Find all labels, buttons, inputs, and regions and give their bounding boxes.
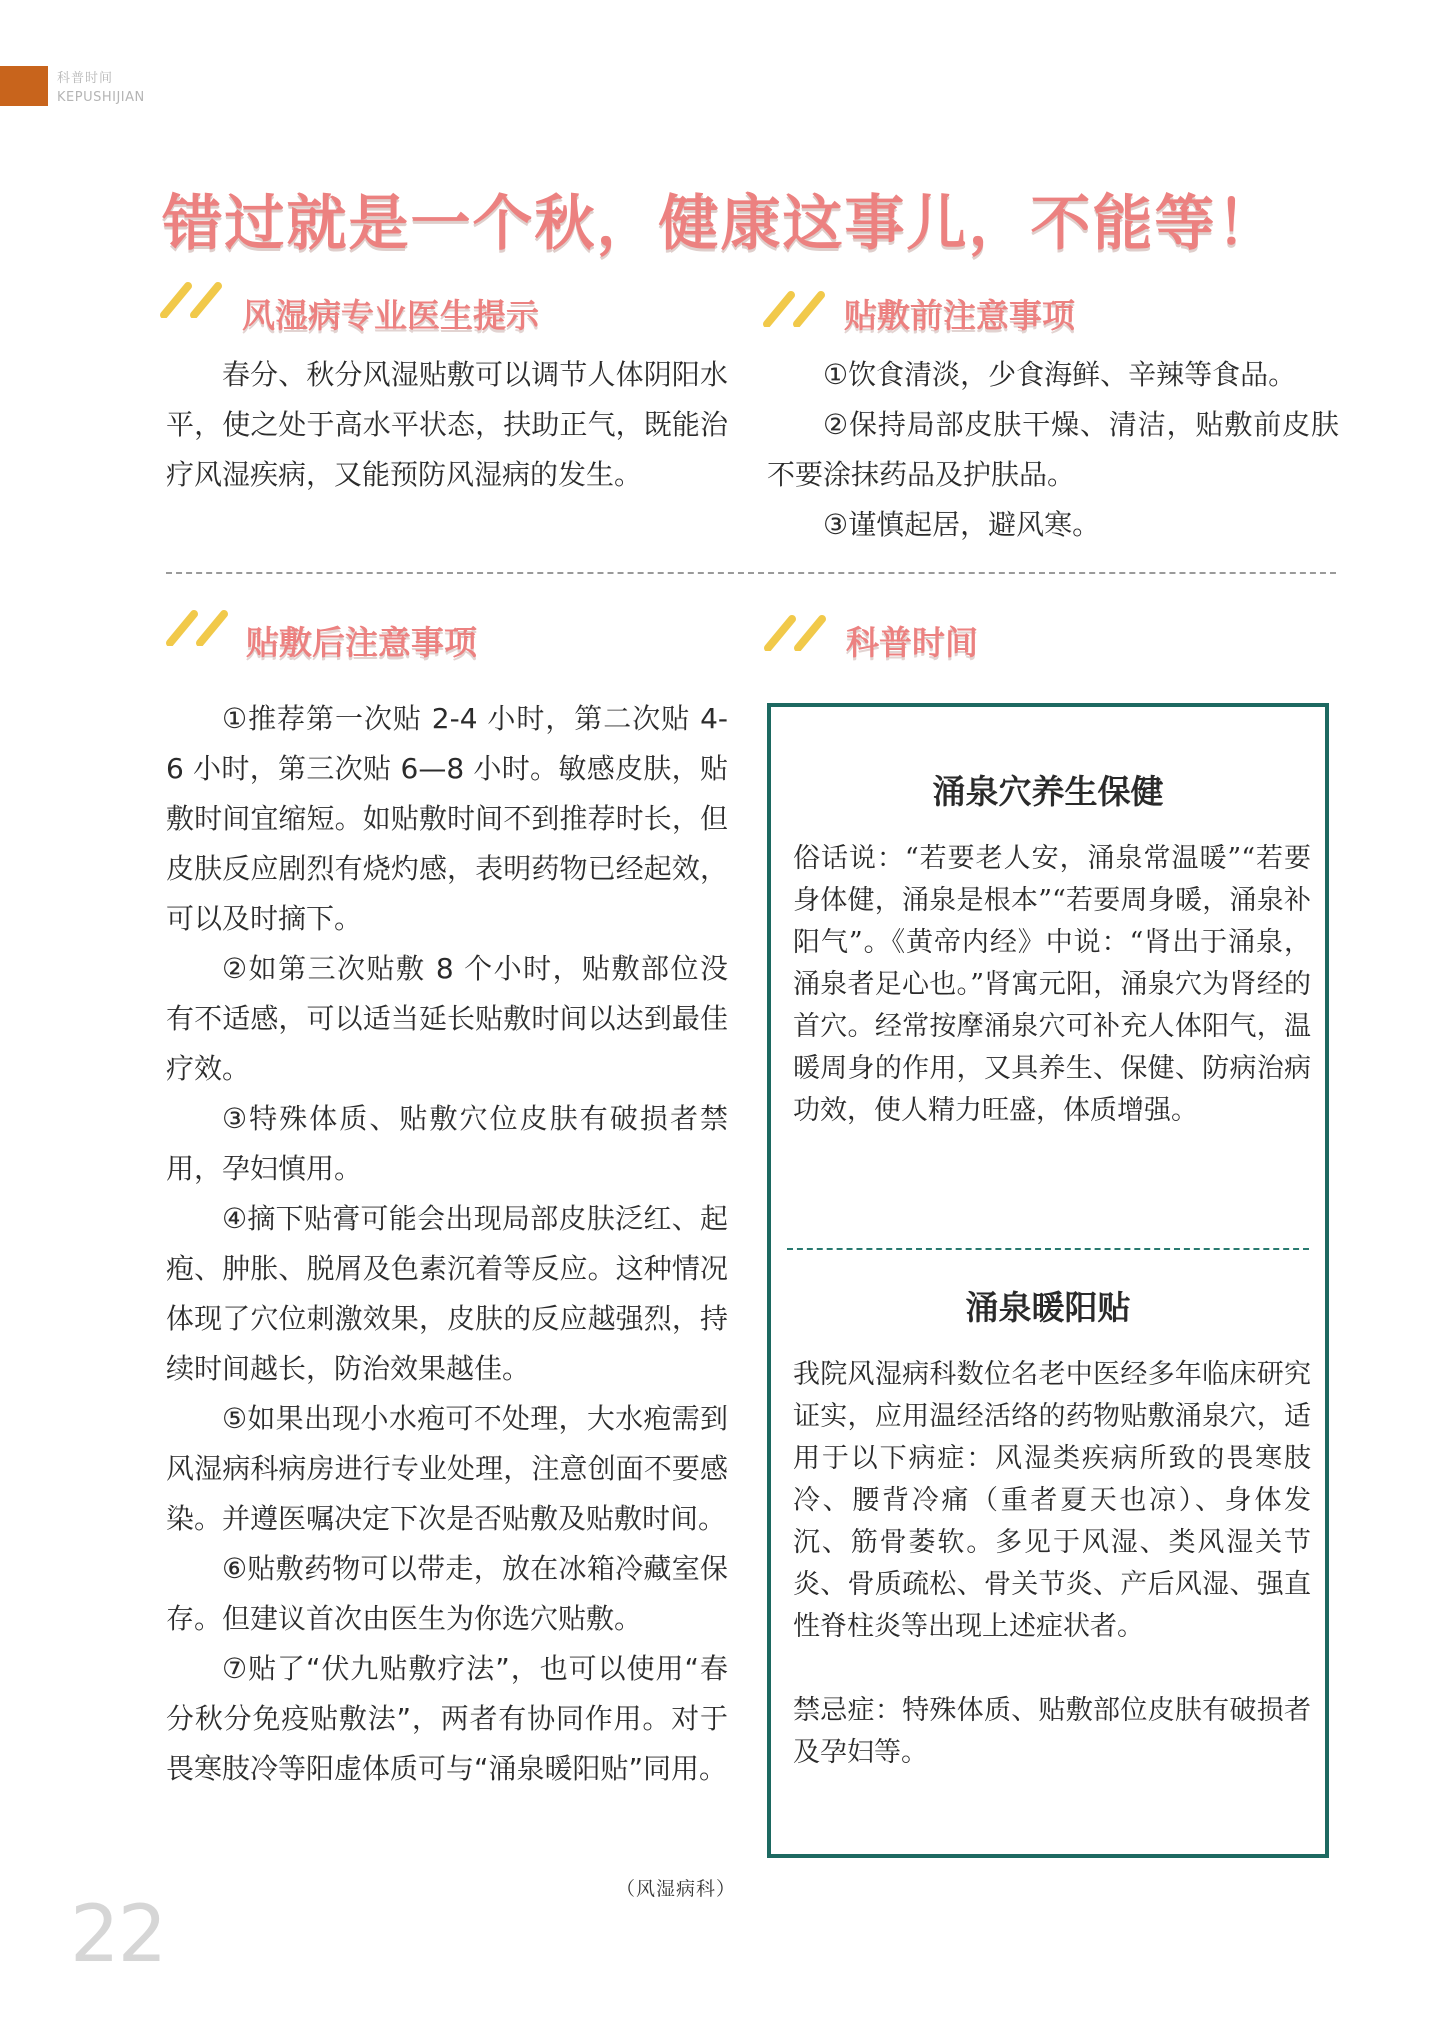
before-item-1: ①饮食清淡，少食海鲜、辛辣等食品。 — [823, 358, 1297, 391]
double-slash-icon — [166, 610, 236, 646]
before-application-body — [767, 350, 1339, 550]
after-item-3: ③特殊体质、贴敷穴位皮肤有破损者禁用，孕妇慎用。 — [166, 1102, 728, 1185]
doctor-tips-body — [166, 350, 728, 500]
heading-after-application: 贴敷后注意事项 — [246, 623, 477, 662]
heading-doctor-tips: 风湿病专业医生提示 — [242, 296, 539, 335]
heading-before-application: 贴敷前注意事项 — [844, 296, 1075, 335]
doctor-tips-paragraph: 春分、秋分风湿贴敷可以调节人体阴阳水平，使之处于高水平状态，扶助正气，既能治疗风湿疾病，又能预防风湿病的发生。 — [166, 358, 728, 491]
article-text-yongquan-patch: 我院风湿病科数位名老中医经多年临床研究证实，应用温经活络的药物贴敷涌泉穴，适用于以下病症：风湿类疾病所致的畏寒肢冷、腰背冷痛（重者夏天也凉）、身体发沉、筋骨萎软。多见于风湿、类风湿关节炎、骨质疏松、骨关节炎、产后风湿、强直性脊柱炎等出现上述症状者。 — [793, 1359, 1311, 1642]
section-label-cn: 科普时间 — [57, 71, 114, 86]
article-contraindications: 禁忌症：特殊体质、贴敷部位皮肤有破损者及孕妇等。 — [793, 1695, 1311, 1768]
section-divider — [166, 572, 1336, 574]
section-label-en: KEPUSHIJIAN — [57, 90, 145, 105]
after-item-4: ④摘下贴膏可能会出现局部皮肤泛红、起疱、肿胀、脱屑及色素沉着等反应。这种情况体现了穴位刺激效果，皮肤的反应越强烈，持续时间越长，防治效果越佳。 — [166, 1202, 728, 1385]
after-item-7: ⑦贴了“伏九贴敷疗法”，也可以使用“春分秋分免疫贴敷法”，两者有协同作用。对于畏寒肢冷等阳虚体质可与“涌泉暖阳贴”同用。 — [166, 1652, 728, 1785]
source-note: （风湿病科） — [616, 1878, 737, 1900]
double-slash-icon — [160, 282, 230, 318]
after-item-1: ①推荐第一次贴 2-4 小时，第二次贴 4-6 小时，第三次贴 6—8 小时。敏感皮肤，贴敷时间宜缩短。如贴敷时间不到推荐时长，但皮肤反应剧烈有烧灼感，表明药物已经起效，可以及时摘下。 — [166, 702, 728, 935]
article-text-yongquan-health: 俗话说：“若要老人安，涌泉常温暖”“若要身体健，涌泉是根本”“若要周身暖，涌泉补阳气”。《黄帝内经》中说：“肾出于涌泉，涌泉者足心也。”肾寓元阳，涌泉穴为肾经的首穴。经常按摩涌泉穴可补充人体阳气，温暖周身的作用，又具养生、保健、防病治病功效，使人精力旺盛，体质增强。 — [793, 843, 1311, 1126]
before-item-2: ②保持局部皮肤干燥、清洁，贴敷前皮肤不要涂抹药品及护肤品。 — [767, 408, 1339, 491]
page-number: 22 — [70, 1890, 166, 1980]
after-application-body — [166, 694, 728, 1794]
after-item-6: ⑥贴敷药物可以带走，放在冰箱冷藏室保存。但建议首次由医生为你选穴贴敷。 — [166, 1552, 728, 1635]
section-tab-marker — [0, 66, 48, 106]
heading-science-time: 科普时间 — [846, 623, 978, 662]
article-divider — [787, 1248, 1309, 1250]
article-title-yongquan-health: 涌泉穴养生保健 — [932, 772, 1164, 811]
article-title-yongquan-patch: 涌泉暖阳贴 — [965, 1288, 1131, 1327]
double-slash-icon — [763, 291, 833, 327]
before-item-3: ③谨慎起居，避风寒。 — [823, 508, 1101, 541]
after-item-2: ②如第三次贴敷 8 个小时，贴敷部位没有不适感，可以适当延长贴敷时间以达到最佳疗效。 — [166, 952, 728, 1085]
after-item-5: ⑤如果出现小水疱可不处理，大水疱需到风湿病科病房进行专业处理，注意创面不要感染。并遵医嘱决定下次是否贴敷及贴敷时间。 — [166, 1402, 728, 1535]
page-title: 错过就是一个秋，健康这事儿，不能等！ — [162, 189, 1279, 259]
double-slash-icon — [764, 615, 834, 651]
